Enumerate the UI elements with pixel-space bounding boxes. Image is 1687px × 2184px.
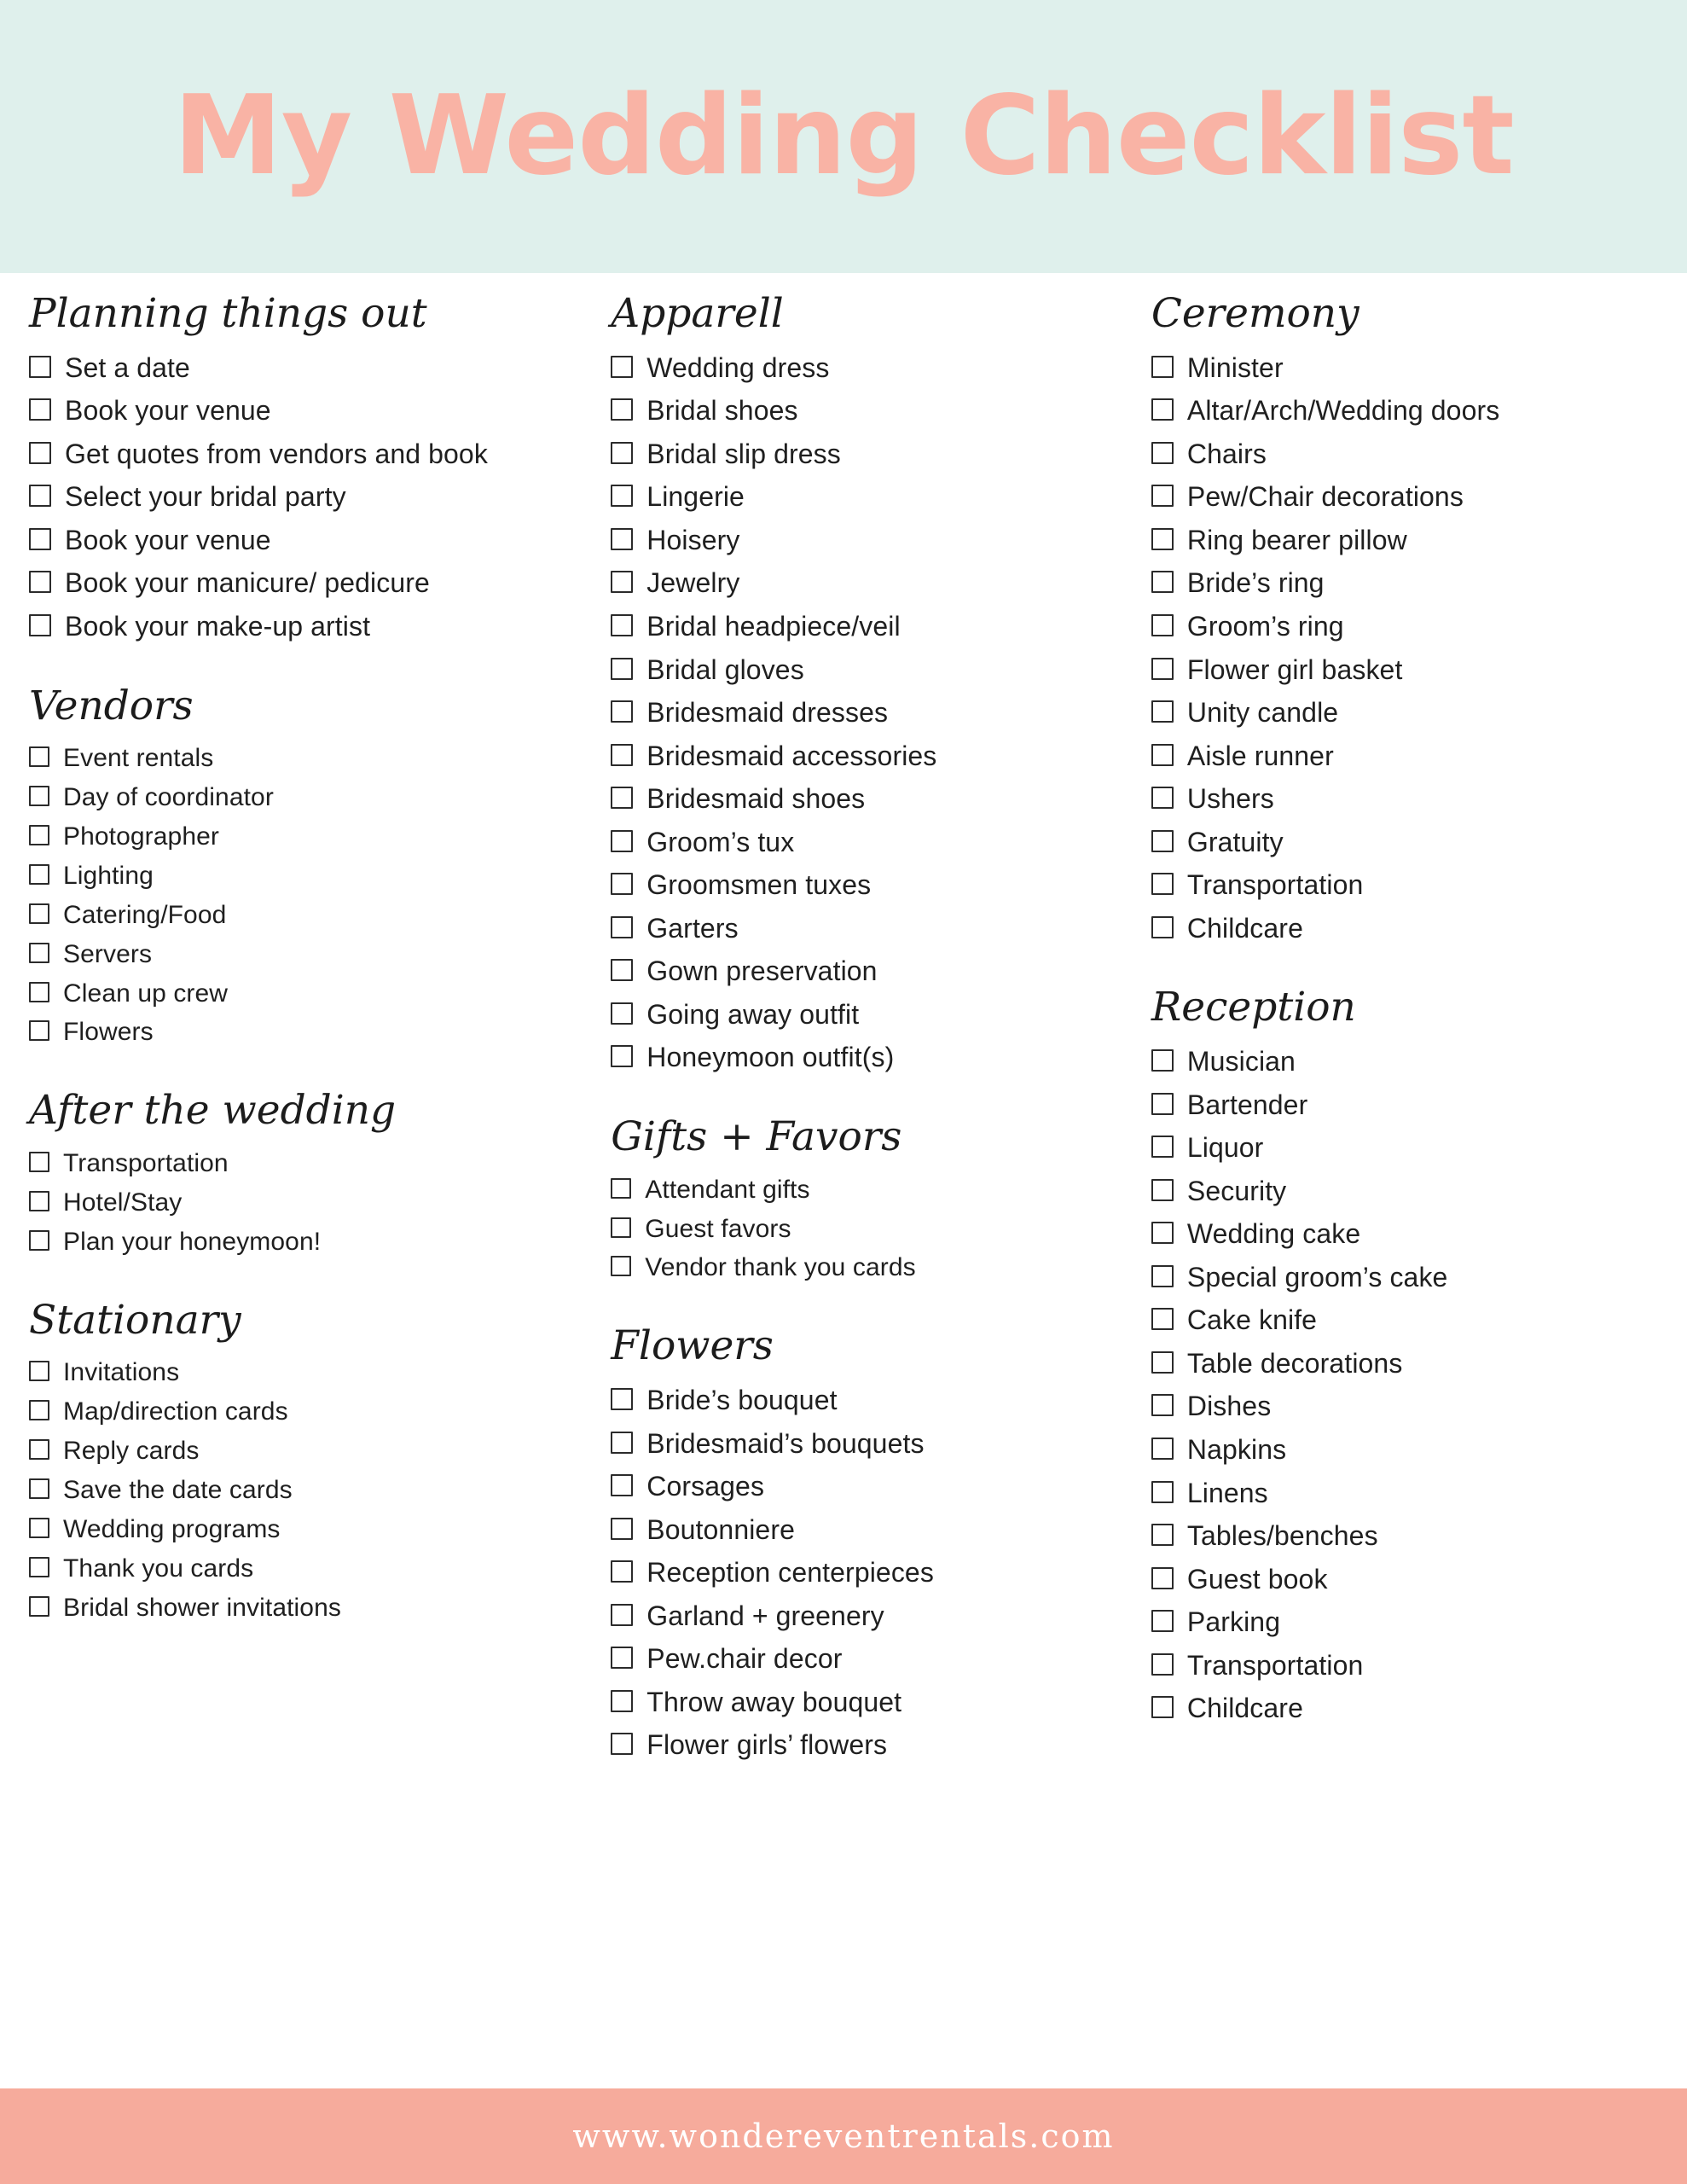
list-item-label: Book your venue bbox=[65, 395, 271, 427]
list-item-label: Bridesmaid’s bouquets bbox=[646, 1427, 925, 1459]
list-item-label: Servers bbox=[63, 939, 153, 968]
list-item-label: Bridal gloves bbox=[646, 653, 804, 685]
section-title: Planning things out bbox=[29, 290, 427, 337]
checklist-columns bbox=[0, 273, 1687, 2088]
list-item-label: Book your make-up artist bbox=[65, 610, 371, 642]
checkbox-icon[interactable] bbox=[611, 658, 633, 680]
list-item[interactable] bbox=[1151, 910, 1658, 947]
checkbox-icon[interactable] bbox=[29, 614, 51, 636]
list-item[interactable] bbox=[611, 953, 1134, 990]
checkbox-icon[interactable] bbox=[1151, 1610, 1174, 1632]
list-item[interactable] bbox=[1151, 1647, 1658, 1684]
list-item[interactable] bbox=[1151, 1130, 1658, 1166]
list-item-label: Guest book bbox=[1186, 1563, 1328, 1594]
list-item-label: Bridal shower invitations bbox=[63, 1593, 341, 1622]
section-items bbox=[1151, 350, 1658, 947]
list-item[interactable] bbox=[29, 1147, 594, 1181]
checkbox-icon[interactable] bbox=[611, 1560, 633, 1583]
page-footer bbox=[0, 2088, 1687, 2184]
checkbox-icon[interactable] bbox=[1151, 485, 1174, 507]
list-item-label: Transportation bbox=[63, 1149, 229, 1178]
list-item[interactable] bbox=[1151, 1561, 1658, 1598]
list-item[interactable] bbox=[29, 1186, 594, 1220]
checkbox-icon[interactable] bbox=[611, 1178, 631, 1199]
list-item[interactable] bbox=[611, 1641, 1134, 1677]
list-item[interactable] bbox=[611, 479, 1134, 515]
checkbox-icon[interactable] bbox=[611, 1432, 633, 1454]
checkbox-icon[interactable] bbox=[611, 1256, 631, 1276]
list-item-label: Boutonniere bbox=[646, 1513, 795, 1545]
list-item-label: Garland + greenery bbox=[646, 1600, 884, 1631]
section-items bbox=[611, 1173, 1134, 1286]
list-item[interactable] bbox=[1151, 522, 1658, 559]
checkbox-icon[interactable] bbox=[1151, 442, 1174, 464]
list-item-label: Bride’s bouquet bbox=[646, 1385, 838, 1416]
list-item-label: Table decorations bbox=[1186, 1347, 1403, 1379]
list-item[interactable] bbox=[1151, 824, 1658, 861]
checkbox-icon[interactable] bbox=[29, 1400, 49, 1420]
list-item[interactable] bbox=[29, 741, 594, 775]
list-item[interactable] bbox=[611, 910, 1134, 947]
section-flowers bbox=[611, 1324, 1134, 1763]
section-title: Gifts + Favors bbox=[611, 1112, 902, 1160]
list-item[interactable] bbox=[29, 1473, 594, 1507]
section-items bbox=[611, 350, 1134, 1076]
checkbox-icon[interactable] bbox=[611, 916, 633, 938]
list-item-label: Event rentals bbox=[63, 744, 214, 773]
checkbox-icon[interactable] bbox=[1151, 1481, 1174, 1503]
list-item[interactable] bbox=[29, 565, 594, 601]
section-title: Vendors bbox=[29, 682, 194, 729]
checkbox-icon[interactable] bbox=[611, 700, 633, 723]
list-item[interactable] bbox=[1151, 608, 1658, 645]
list-item-label: Attendant gifts bbox=[645, 1175, 810, 1204]
list-item[interactable] bbox=[611, 824, 1134, 861]
checkbox-icon[interactable] bbox=[611, 398, 633, 421]
list-item-label: Parking bbox=[1186, 1606, 1281, 1638]
list-item-label: Dishes bbox=[1186, 1391, 1272, 1422]
list-item-label: Childcare bbox=[1186, 912, 1303, 944]
checkbox-icon[interactable] bbox=[611, 1647, 633, 1669]
list-item[interactable] bbox=[29, 1395, 594, 1429]
checkbox-icon[interactable] bbox=[29, 825, 49, 845]
checkbox-icon[interactable] bbox=[29, 356, 51, 378]
list-item-label: Set a date bbox=[65, 351, 190, 383]
website-url[interactable]: www.wondereventrentals.com bbox=[572, 2117, 1115, 2155]
column-right bbox=[1151, 292, 1658, 2088]
list-item[interactable] bbox=[611, 1426, 1134, 1462]
checkbox-icon[interactable] bbox=[611, 1045, 633, 1067]
checkbox-icon[interactable] bbox=[611, 787, 633, 809]
section-gifts-favors bbox=[611, 1112, 1134, 1285]
checkbox-icon[interactable] bbox=[611, 442, 633, 464]
list-item-label: Groom’s ring bbox=[1186, 610, 1344, 642]
list-item-label: Tables/benches bbox=[1186, 1520, 1378, 1552]
list-item[interactable] bbox=[611, 1598, 1134, 1635]
checkbox-icon[interactable] bbox=[29, 864, 49, 885]
list-item-label: Liquor bbox=[1186, 1132, 1264, 1164]
section-apparell bbox=[611, 292, 1134, 1076]
section-items bbox=[611, 1382, 1134, 1763]
list-item-label: Minister bbox=[1186, 351, 1284, 383]
list-item[interactable] bbox=[611, 1468, 1134, 1505]
checkbox-icon[interactable] bbox=[1151, 873, 1174, 895]
list-item[interactable] bbox=[29, 820, 594, 854]
checkbox-icon[interactable] bbox=[611, 1002, 633, 1025]
list-item-label: Save the date cards bbox=[63, 1476, 293, 1505]
list-item-label: Throw away bouquet bbox=[646, 1686, 902, 1717]
checkbox-icon[interactable] bbox=[1151, 787, 1174, 809]
list-item[interactable] bbox=[611, 565, 1134, 601]
list-item[interactable] bbox=[1151, 1388, 1658, 1425]
list-item[interactable] bbox=[1151, 350, 1658, 386]
list-item-label: Linens bbox=[1186, 1477, 1268, 1508]
checkbox-icon[interactable] bbox=[29, 485, 51, 507]
checkbox-icon[interactable] bbox=[611, 744, 633, 766]
list-item-label: Day of coordinator bbox=[63, 783, 274, 812]
checkbox-icon[interactable] bbox=[1151, 1308, 1174, 1330]
checkbox-icon[interactable] bbox=[29, 1439, 49, 1460]
list-item-label: Wedding cake bbox=[1186, 1218, 1361, 1250]
list-item-label: Childcare bbox=[1186, 1693, 1303, 1724]
column-left bbox=[29, 292, 611, 2088]
list-item[interactable] bbox=[1151, 1302, 1658, 1339]
checkbox-icon[interactable] bbox=[29, 903, 49, 924]
list-item-label: Groom’s tux bbox=[646, 826, 795, 857]
list-item-label: Jewelry bbox=[646, 567, 740, 599]
list-item-label: Bridesmaid shoes bbox=[646, 783, 866, 815]
checkbox-icon[interactable] bbox=[611, 1518, 633, 1540]
checkbox-icon[interactable] bbox=[1151, 744, 1174, 766]
list-item-label: Vendor thank you cards bbox=[645, 1253, 916, 1282]
checkbox-icon[interactable] bbox=[611, 1604, 633, 1626]
list-item[interactable] bbox=[29, 479, 594, 515]
checkbox-icon[interactable] bbox=[1151, 571, 1174, 593]
list-item-label: Lingerie bbox=[646, 481, 745, 513]
list-item-label: Gown preservation bbox=[646, 956, 878, 987]
list-item[interactable] bbox=[29, 977, 594, 1011]
section-items bbox=[1151, 1043, 1658, 1727]
list-item[interactable] bbox=[1151, 1432, 1658, 1468]
section-items bbox=[29, 1147, 594, 1259]
list-item[interactable] bbox=[1151, 392, 1658, 429]
checkbox-icon[interactable] bbox=[611, 356, 633, 378]
list-item[interactable] bbox=[611, 436, 1134, 473]
list-item-label: Security bbox=[1186, 1175, 1287, 1206]
checkbox-icon[interactable] bbox=[29, 1596, 49, 1617]
column-middle bbox=[611, 292, 1151, 2088]
list-item[interactable] bbox=[611, 1251, 1134, 1285]
list-item-label: Hotel/Stay bbox=[63, 1188, 183, 1217]
list-item-label: Unity candle bbox=[1186, 697, 1339, 729]
list-item[interactable] bbox=[1151, 1345, 1658, 1382]
list-item-label: Thank you cards bbox=[63, 1554, 254, 1583]
list-item[interactable] bbox=[1151, 565, 1658, 601]
list-item-label: Catering/Food bbox=[63, 900, 227, 929]
checkbox-icon[interactable] bbox=[29, 1557, 49, 1577]
list-item-label: Guest favors bbox=[645, 1214, 791, 1243]
list-item[interactable] bbox=[29, 1513, 594, 1547]
list-item-label: Corsages bbox=[646, 1471, 765, 1502]
list-item[interactable] bbox=[29, 938, 594, 972]
list-item-label: Flowers bbox=[63, 1018, 154, 1047]
list-item[interactable] bbox=[1151, 652, 1658, 688]
list-item-label: Ushers bbox=[1186, 783, 1274, 815]
list-item[interactable] bbox=[1151, 738, 1658, 775]
list-item-label: Invitations bbox=[63, 1358, 180, 1387]
list-item-label: Select your bridal party bbox=[65, 481, 346, 513]
checkbox-icon[interactable] bbox=[611, 528, 633, 550]
section-stationary bbox=[29, 1298, 594, 1625]
list-item[interactable] bbox=[1151, 479, 1658, 515]
list-item[interactable] bbox=[1151, 1475, 1658, 1512]
list-item-label: Napkins bbox=[1186, 1433, 1287, 1465]
list-item-label: Groomsmen tuxes bbox=[646, 869, 872, 901]
checkbox-icon[interactable] bbox=[1151, 1351, 1174, 1374]
checkbox-icon[interactable] bbox=[611, 614, 633, 636]
checkbox-icon[interactable] bbox=[1151, 830, 1174, 852]
section-title: Reception bbox=[1151, 984, 1356, 1031]
checkbox-icon[interactable] bbox=[29, 1230, 49, 1251]
checkbox-icon[interactable] bbox=[1151, 398, 1174, 421]
list-item[interactable] bbox=[29, 1356, 594, 1390]
list-item-label: Bridal headpiece/veil bbox=[646, 610, 901, 642]
list-item[interactable] bbox=[1151, 1216, 1658, 1252]
list-item[interactable] bbox=[1151, 1173, 1658, 1210]
list-item-label: Garters bbox=[646, 912, 739, 944]
section-after-the-wedding bbox=[29, 1089, 594, 1258]
list-item-label: Flower girls’ flowers bbox=[646, 1729, 888, 1761]
section-title: Apparell bbox=[611, 290, 784, 337]
checkbox-icon[interactable] bbox=[1151, 1179, 1174, 1201]
checkbox-icon[interactable] bbox=[1151, 1653, 1174, 1676]
list-item[interactable] bbox=[611, 652, 1134, 688]
checkbox-icon[interactable] bbox=[1151, 916, 1174, 938]
list-item[interactable] bbox=[611, 608, 1134, 645]
list-item[interactable] bbox=[611, 1382, 1134, 1419]
list-item-label: Transportation bbox=[1186, 1649, 1364, 1681]
checkbox-icon[interactable] bbox=[611, 1217, 631, 1238]
list-item[interactable] bbox=[611, 781, 1134, 817]
checkbox-icon[interactable] bbox=[1151, 1394, 1174, 1416]
list-item[interactable] bbox=[29, 781, 594, 815]
list-item[interactable] bbox=[29, 522, 594, 559]
list-item[interactable] bbox=[611, 1727, 1134, 1763]
checkbox-icon[interactable] bbox=[1151, 700, 1174, 723]
list-item[interactable] bbox=[29, 1434, 594, 1468]
list-item-label: Bridesmaid dresses bbox=[646, 697, 889, 729]
section-items bbox=[29, 741, 594, 1049]
list-item[interactable] bbox=[611, 1212, 1134, 1246]
list-item[interactable] bbox=[29, 859, 594, 893]
list-item-label: Bride’s ring bbox=[1186, 567, 1325, 599]
list-item-label: Reply cards bbox=[63, 1437, 200, 1466]
list-item-label: Photographer bbox=[63, 822, 220, 851]
section-items bbox=[29, 350, 594, 645]
list-item-label: Hoisery bbox=[646, 524, 740, 555]
list-item[interactable] bbox=[1151, 694, 1658, 731]
list-item[interactable] bbox=[611, 738, 1134, 775]
list-item[interactable] bbox=[29, 436, 594, 473]
list-item[interactable] bbox=[1151, 1518, 1658, 1554]
checkbox-icon[interactable] bbox=[1151, 1265, 1174, 1287]
checkbox-icon[interactable] bbox=[29, 398, 51, 421]
section-title: Ceremony bbox=[1151, 290, 1359, 337]
section-ceremony bbox=[1151, 292, 1658, 946]
checkbox-icon[interactable] bbox=[29, 1518, 49, 1538]
list-item-label: Wedding programs bbox=[63, 1514, 281, 1543]
list-item[interactable] bbox=[1151, 1043, 1658, 1080]
list-item[interactable] bbox=[29, 1591, 594, 1625]
checkbox-icon[interactable] bbox=[611, 1388, 633, 1410]
list-item-label: Transportation bbox=[1186, 869, 1364, 901]
checkbox-icon[interactable] bbox=[611, 571, 633, 593]
checkbox-icon[interactable] bbox=[29, 1478, 49, 1499]
list-item[interactable] bbox=[29, 1552, 594, 1586]
list-item[interactable] bbox=[611, 1512, 1134, 1548]
list-item-label: Clean up crew bbox=[63, 979, 229, 1008]
list-item[interactable] bbox=[611, 1173, 1134, 1207]
checkbox-icon[interactable] bbox=[611, 873, 633, 895]
list-item-label: Book your venue bbox=[65, 524, 271, 555]
checkbox-icon[interactable] bbox=[29, 1361, 49, 1381]
checkbox-icon[interactable] bbox=[29, 1191, 49, 1211]
list-item[interactable] bbox=[611, 694, 1134, 731]
checkbox-icon[interactable] bbox=[611, 959, 633, 981]
list-item-label: Ring bearer pillow bbox=[1186, 524, 1407, 555]
checkbox-icon[interactable] bbox=[29, 943, 49, 963]
list-item[interactable] bbox=[29, 1225, 594, 1259]
list-item-label: Chairs bbox=[1186, 438, 1267, 469]
checkbox-icon[interactable] bbox=[29, 786, 49, 806]
list-item-label: Map/direction cards bbox=[63, 1397, 288, 1426]
checkbox-icon[interactable] bbox=[611, 485, 633, 507]
checkbox-icon[interactable] bbox=[1151, 1438, 1174, 1460]
checkbox-icon[interactable] bbox=[611, 830, 633, 852]
list-item-label: Plan your honeymoon! bbox=[63, 1227, 322, 1256]
checkbox-icon[interactable] bbox=[611, 1690, 633, 1712]
list-item-label: Going away outfit bbox=[646, 998, 860, 1030]
section-items bbox=[29, 1356, 594, 1624]
checkbox-icon[interactable] bbox=[1151, 1567, 1174, 1589]
list-item-label: Musician bbox=[1186, 1046, 1296, 1077]
list-item-label: Altar/Arch/Wedding doors bbox=[1186, 395, 1500, 427]
checkbox-icon[interactable] bbox=[1151, 528, 1174, 550]
list-item[interactable] bbox=[1151, 1604, 1658, 1641]
checkbox-icon[interactable] bbox=[1151, 356, 1174, 378]
list-item[interactable] bbox=[1151, 436, 1658, 473]
list-item-label: Wedding dress bbox=[646, 351, 830, 383]
list-item[interactable] bbox=[611, 392, 1134, 429]
list-item-label: Reception centerpieces bbox=[646, 1557, 934, 1589]
page-header bbox=[0, 0, 1687, 273]
list-item[interactable] bbox=[1151, 867, 1658, 903]
list-item-label: Gratuity bbox=[1186, 826, 1284, 857]
list-item-label: Bridesmaid accessories bbox=[646, 740, 937, 771]
checkbox-icon[interactable] bbox=[29, 1020, 49, 1041]
list-item[interactable] bbox=[611, 350, 1134, 386]
checkbox-icon[interactable] bbox=[611, 1474, 633, 1496]
checkbox-icon[interactable] bbox=[1151, 1049, 1174, 1072]
list-item[interactable] bbox=[29, 392, 594, 429]
list-item[interactable] bbox=[611, 522, 1134, 559]
list-item[interactable] bbox=[29, 898, 594, 932]
list-item-label: Get quotes from vendors and book bbox=[65, 438, 488, 469]
list-item-label: Bridal slip dress bbox=[646, 438, 841, 469]
checkbox-icon[interactable] bbox=[29, 442, 51, 464]
list-item[interactable] bbox=[611, 1039, 1134, 1076]
list-item-label: Pew/Chair decorations bbox=[1186, 481, 1464, 513]
list-item[interactable] bbox=[29, 608, 594, 645]
section-title: Flowers bbox=[611, 1322, 774, 1370]
list-item-label: Bridal shoes bbox=[646, 395, 798, 427]
section-title: Stationary bbox=[29, 1296, 241, 1344]
list-item[interactable] bbox=[1151, 1259, 1658, 1296]
section-reception bbox=[1151, 985, 1658, 1726]
list-item[interactable] bbox=[29, 1015, 594, 1049]
section-planning-things-out bbox=[29, 292, 594, 645]
list-item-label: Cake knife bbox=[1186, 1304, 1318, 1336]
checkbox-icon[interactable] bbox=[1151, 1093, 1174, 1115]
list-item[interactable] bbox=[1151, 781, 1658, 817]
checkbox-icon[interactable] bbox=[1151, 1696, 1174, 1718]
list-item-label: Pew.chair decor bbox=[646, 1643, 843, 1675]
checkbox-icon[interactable] bbox=[1151, 1222, 1174, 1244]
list-item[interactable] bbox=[29, 350, 594, 386]
list-item-label: Lighting bbox=[63, 861, 154, 890]
checkbox-icon[interactable] bbox=[1151, 1524, 1174, 1546]
list-item[interactable] bbox=[1151, 1087, 1658, 1124]
section-vendors bbox=[29, 684, 594, 1050]
checkbox-icon[interactable] bbox=[29, 528, 51, 550]
list-item[interactable] bbox=[1151, 1690, 1658, 1727]
checkbox-icon[interactable] bbox=[1151, 658, 1174, 680]
list-item[interactable] bbox=[611, 996, 1134, 1033]
checkbox-icon[interactable] bbox=[29, 746, 49, 767]
list-item-label: Bartender bbox=[1186, 1089, 1308, 1120]
list-item-label: Aisle runner bbox=[1186, 740, 1334, 771]
list-item[interactable] bbox=[611, 1684, 1134, 1721]
list-item-label: Book your manicure/ pedicure bbox=[65, 567, 430, 599]
checkbox-icon[interactable] bbox=[29, 571, 51, 593]
checkbox-icon[interactable] bbox=[1151, 1136, 1174, 1158]
checkbox-icon[interactable] bbox=[29, 982, 49, 1002]
list-item-label: Special groom’s cake bbox=[1186, 1261, 1448, 1292]
list-item[interactable] bbox=[611, 867, 1134, 903]
checkbox-icon[interactable] bbox=[611, 1733, 633, 1755]
list-item-label: Flower girl basket bbox=[1186, 653, 1403, 685]
list-item-label: Honeymoon outfit(s) bbox=[646, 1042, 895, 1073]
list-item[interactable] bbox=[611, 1554, 1134, 1591]
checkbox-icon[interactable] bbox=[29, 1152, 49, 1172]
checkbox-icon[interactable] bbox=[1151, 614, 1174, 636]
page-title: My Wedding Checklist bbox=[173, 73, 1514, 200]
section-title: After the wedding bbox=[29, 1087, 397, 1135]
